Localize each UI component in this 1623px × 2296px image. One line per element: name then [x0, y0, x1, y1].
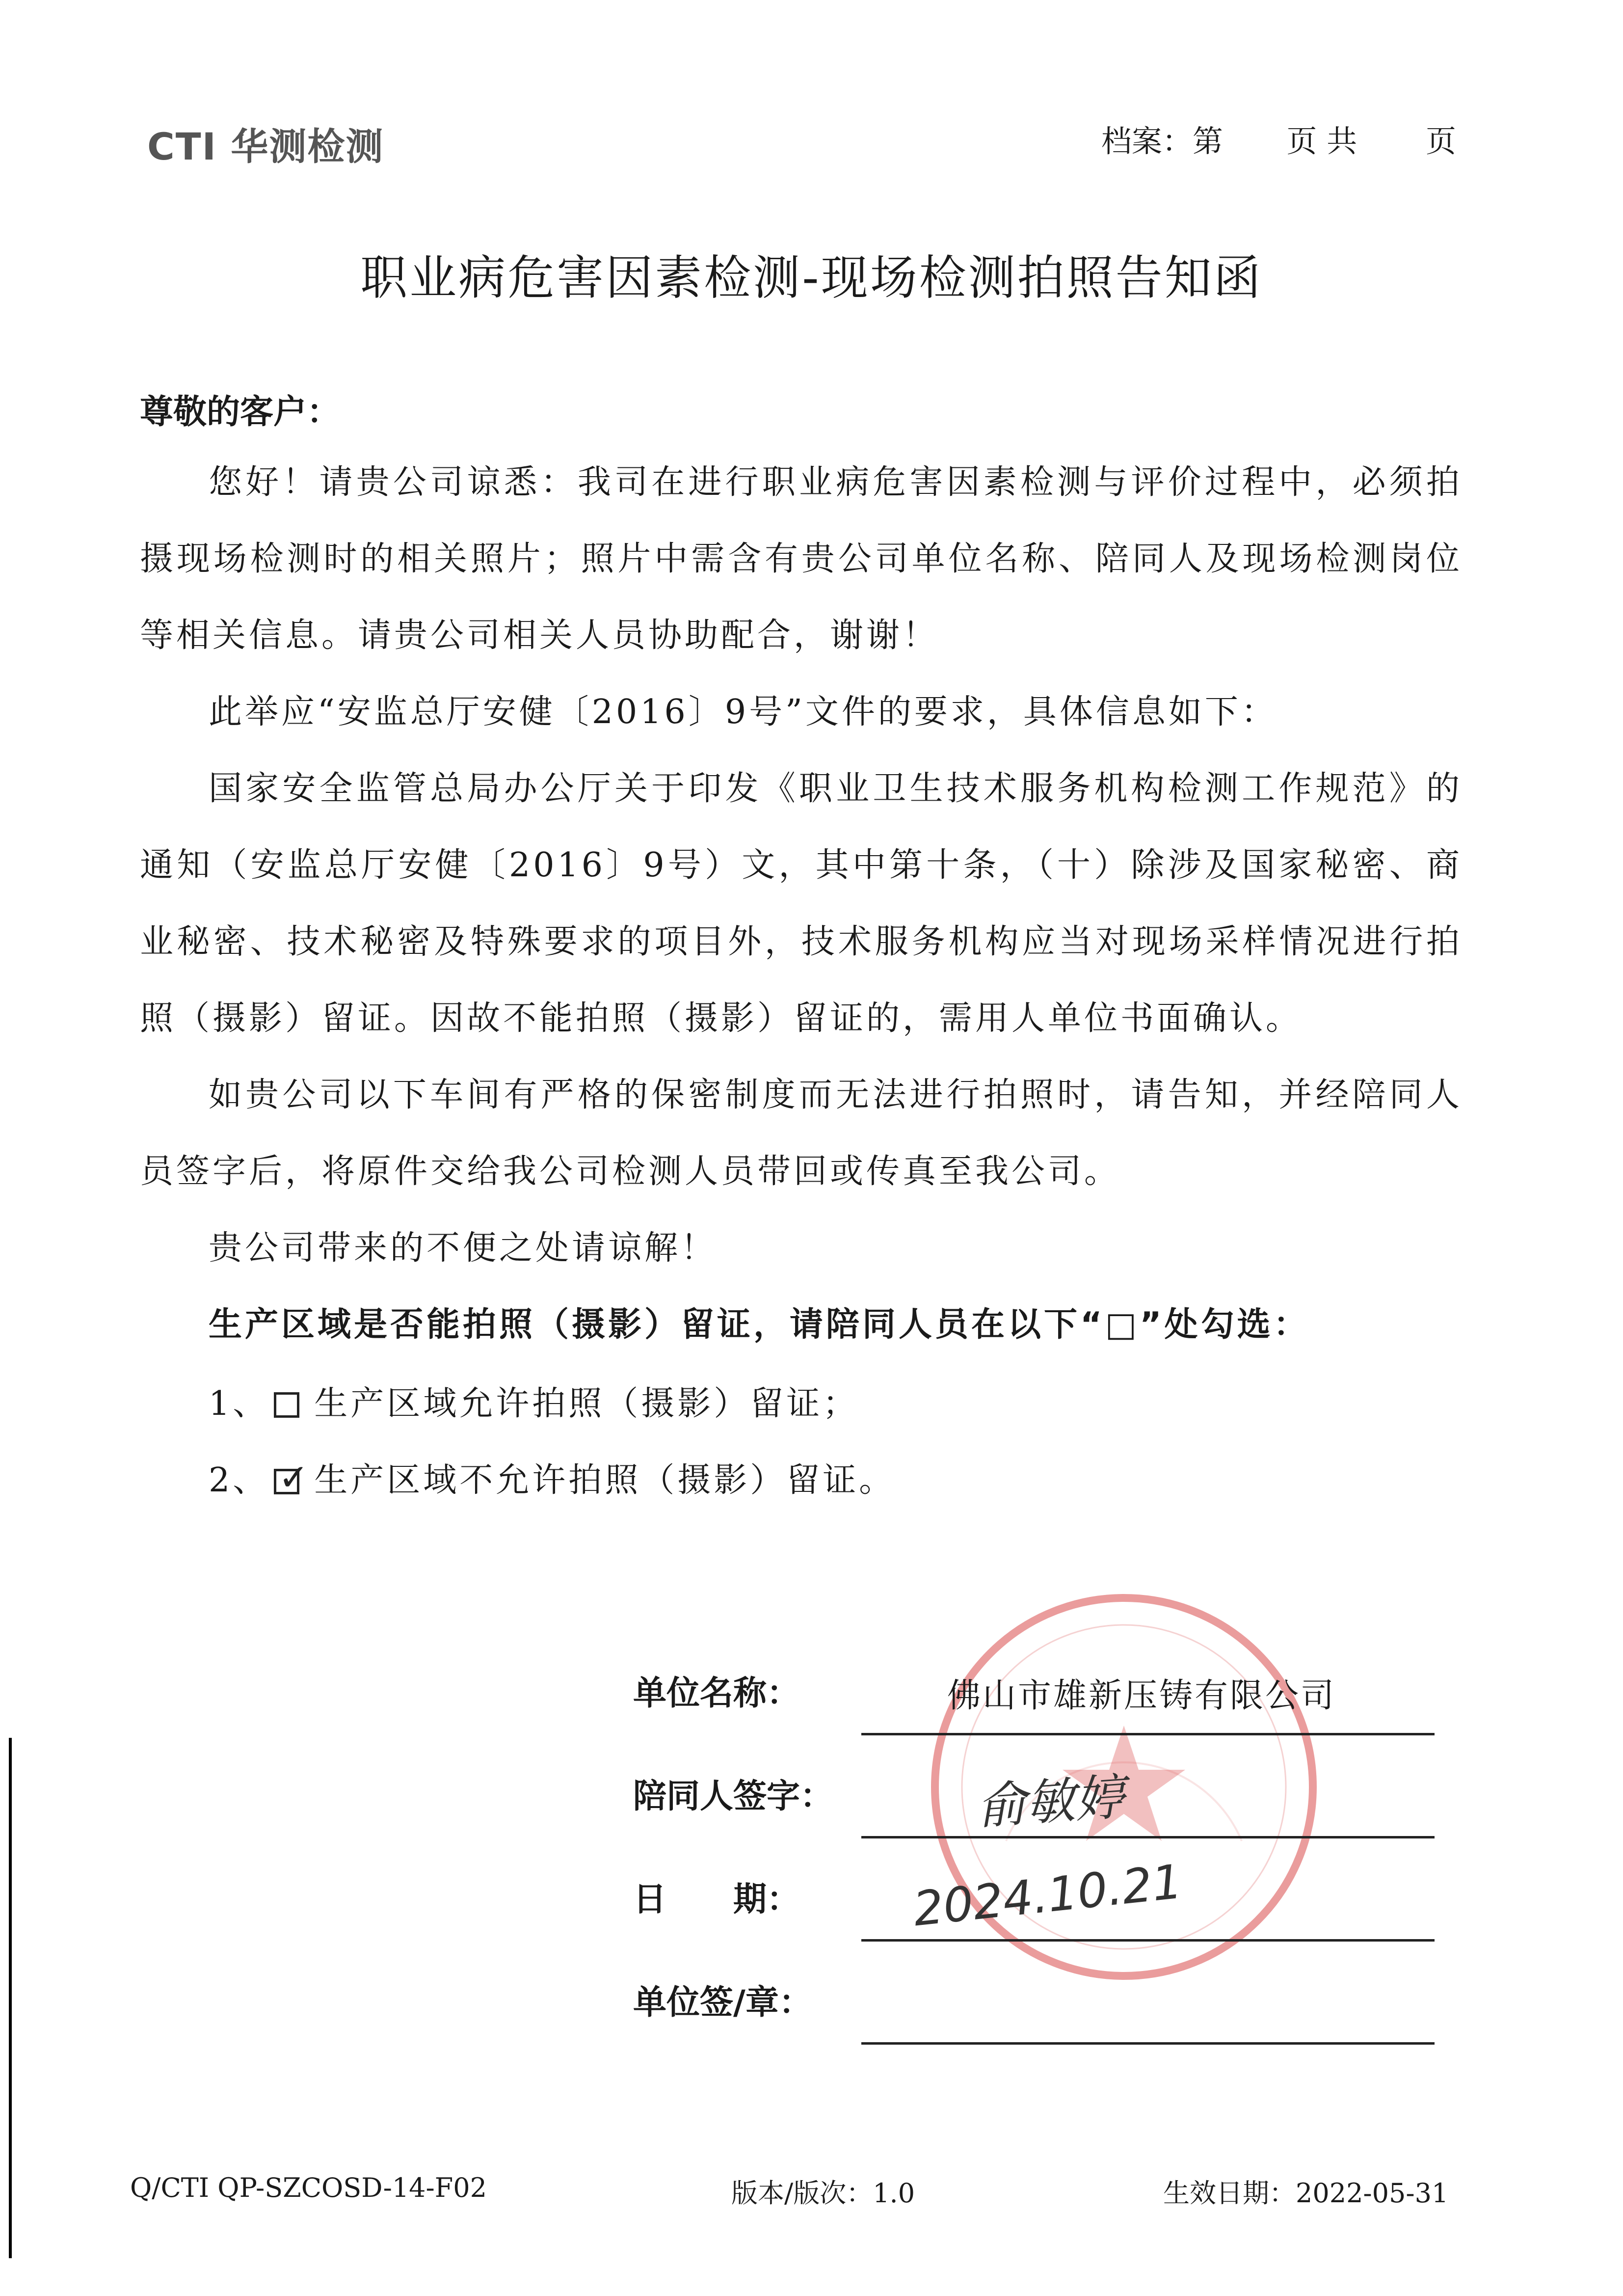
logo-text: CTI 华测检测: [147, 125, 384, 168]
unit-seal-line: [861, 2042, 1435, 2045]
date-value: 2024.10.21: [910, 1854, 1185, 1937]
date-label: 日 期：: [633, 1880, 800, 1919]
footer-effective-date: 生效日期：2022-05-31: [1163, 2178, 1449, 2209]
company-logo: [147, 117, 384, 170]
checkmark-icon: ✓: [278, 1457, 312, 1499]
paragraph-confidential: 如贵公司以下车间有严格的保密制度而无法进行拍照时，请告知，并经陪同人员签字后，将原件交给我公司检测人员带回或传真至我公司。: [140, 1076, 1463, 1191]
archive-page: 页 共: [1286, 123, 1357, 159]
company-name-label: 单位名称：: [633, 1674, 800, 1713]
unit-seal-label: 单位签/章：: [633, 1983, 812, 2022]
option-label: 生产区域不允许拍照（摄影）留证。: [314, 1461, 896, 1500]
option-label: 生产区域允许拍照（摄影）留证；: [314, 1384, 859, 1423]
archive-number: [1095, 117, 1456, 161]
salutation: 尊敬的客户：: [140, 393, 341, 432]
company-name-line: [861, 1733, 1435, 1735]
escort-signature-line: [861, 1836, 1435, 1838]
checkbox-allow[interactable]: [274, 1392, 299, 1418]
company-name-value: 佛山市雄新压铸有限公司: [947, 1676, 1336, 1715]
paragraph-basis: 此举应“安监总厅安健〔2016〕9号”文件的要求，具体信息如下：: [209, 693, 1277, 731]
date-line: [861, 1939, 1435, 1942]
escort-signature: 俞敏婷: [975, 1768, 1126, 1836]
footer-version: 版本/版次：1.0: [731, 2178, 915, 2209]
option-deny: [209, 1454, 895, 1501]
escort-signature-label: 陪同人签字：: [633, 1777, 834, 1816]
scan-edge-mark: [9, 1738, 12, 2258]
instruction-text: 生产区域是否能拍照（摄影）留证，请陪同人员在以下“□”处勾选：: [209, 1305, 1310, 1344]
footer-doc-code: Q/CTI QP-SZCOSD-14-F02: [130, 2172, 487, 2203]
archive-label: 档案：第: [1101, 123, 1223, 159]
option-number: 2、: [209, 1461, 269, 1500]
option-number: 1、: [209, 1384, 269, 1423]
document-title: 职业病危害因素检测-现场检测拍照告知函: [360, 250, 1263, 305]
option-allow: [209, 1377, 859, 1425]
checkbox-deny[interactable]: [274, 1457, 312, 1499]
paragraph-apology: 贵公司带来的不便之处请谅解！: [209, 1229, 718, 1268]
archive-total: 页: [1425, 123, 1456, 159]
paragraph-regulation: 国家安全监管总局办公厅关于印发《职业卫生技术服务机构检测工作规范》的通知（安监总厅安健〔2016〕9号）文，其中第十条，（十）除涉及国家秘密、商业秘密、技术秘密及特殊要求的项目外，技术服务机构应当对现场采样情况进行拍照（摄影）留证。因故不能拍照（摄影）留证的，需用人单位书面确认。: [140, 769, 1463, 1038]
paragraph-intro: 您好！请贵公司谅悉：我司在进行职业病危害因素检测与评价过程中，必须拍摄现场检测时的相关照片；照片中需含有贵公司单位名称、陪同人及现场检测岗位等相关信息。请贵公司相关人员协助配合，谢谢！: [140, 463, 1463, 655]
